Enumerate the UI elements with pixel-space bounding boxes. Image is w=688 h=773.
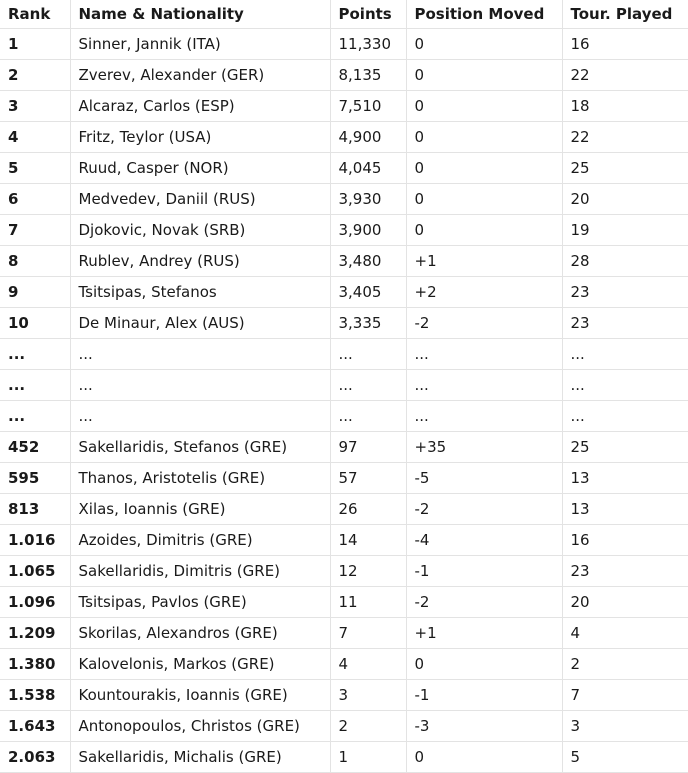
- cell-name: Rublev, Andrey (RUS): [70, 246, 330, 277]
- cell-rank: 3: [0, 91, 70, 122]
- cell-points: 3: [330, 680, 406, 711]
- cell-name: De Minaur, Alex (AUS): [70, 308, 330, 339]
- cell-name: Ruud, Casper (NOR): [70, 153, 330, 184]
- cell-points: 1: [330, 742, 406, 773]
- cell-name: Sinner, Jannik (ITA): [70, 29, 330, 60]
- cell-rank: 4: [0, 122, 70, 153]
- table-row: [0, 432, 688, 463]
- cell-points: 12: [330, 556, 406, 587]
- cell-points: 97: [330, 432, 406, 463]
- cell-tournaments-played: 5: [562, 742, 688, 773]
- cell-name: Tsitsipas, Pavlos (GRE): [70, 587, 330, 618]
- cell-points: 3,335: [330, 308, 406, 339]
- table-row: [0, 308, 688, 339]
- cell-position-moved: -2: [406, 587, 562, 618]
- table-row: [0, 153, 688, 184]
- header-position-moved: Position Moved: [406, 0, 562, 29]
- cell-rank: 2.063: [0, 742, 70, 773]
- table-row: [0, 525, 688, 556]
- cell-name: Fritz, Teylor (USA): [70, 122, 330, 153]
- table-row: [0, 370, 688, 401]
- cell-position-moved: ...: [406, 339, 562, 370]
- cell-rank: 1.016: [0, 525, 70, 556]
- cell-position-moved: 0: [406, 215, 562, 246]
- cell-position-moved: -2: [406, 308, 562, 339]
- cell-rank: 2: [0, 60, 70, 91]
- cell-points: ...: [330, 370, 406, 401]
- cell-name: Azoides, Dimitris (GRE): [70, 525, 330, 556]
- cell-position-moved: 0: [406, 153, 562, 184]
- cell-tournaments-played: 4: [562, 618, 688, 649]
- cell-points: 4,045: [330, 153, 406, 184]
- cell-position-moved: 0: [406, 29, 562, 60]
- cell-name: Alcaraz, Carlos (ESP): [70, 91, 330, 122]
- cell-points: 2: [330, 711, 406, 742]
- cell-points: 8,135: [330, 60, 406, 91]
- cell-rank: 1.538: [0, 680, 70, 711]
- cell-position-moved: -4: [406, 525, 562, 556]
- table-header-row: [0, 0, 688, 29]
- table-row: [0, 680, 688, 711]
- cell-points: 3,930: [330, 184, 406, 215]
- cell-rank: ...: [0, 401, 70, 432]
- cell-name: Kalovelonis, Markos (GRE): [70, 649, 330, 680]
- table-row: [0, 401, 688, 432]
- cell-name: ...: [70, 401, 330, 432]
- cell-tournaments-played: 25: [562, 432, 688, 463]
- cell-rank: 813: [0, 494, 70, 525]
- cell-position-moved: -5: [406, 463, 562, 494]
- header-name-nationality: Name & Nationality: [70, 0, 330, 29]
- cell-tournaments-played: 20: [562, 587, 688, 618]
- cell-tournaments-played: 28: [562, 246, 688, 277]
- cell-position-moved: 0: [406, 742, 562, 773]
- cell-position-moved: 0: [406, 184, 562, 215]
- table-row: [0, 215, 688, 246]
- table-row: [0, 60, 688, 91]
- cell-tournaments-played: 16: [562, 29, 688, 60]
- cell-rank: 6: [0, 184, 70, 215]
- cell-rank: 1: [0, 29, 70, 60]
- table-row: [0, 711, 688, 742]
- cell-points: ...: [330, 339, 406, 370]
- cell-position-moved: 0: [406, 91, 562, 122]
- cell-name: Djokovic, Novak (SRB): [70, 215, 330, 246]
- cell-tournaments-played: 18: [562, 91, 688, 122]
- cell-rank: 452: [0, 432, 70, 463]
- cell-rank: 1.380: [0, 649, 70, 680]
- cell-rank: 9: [0, 277, 70, 308]
- cell-tournaments-played: 13: [562, 494, 688, 525]
- cell-tournaments-played: 22: [562, 60, 688, 91]
- table-row: [0, 742, 688, 773]
- cell-points: 26: [330, 494, 406, 525]
- cell-name: Sakellaridis, Stefanos (GRE): [70, 432, 330, 463]
- table-row: [0, 463, 688, 494]
- cell-tournaments-played: 25: [562, 153, 688, 184]
- table-row: [0, 494, 688, 525]
- cell-position-moved: 0: [406, 122, 562, 153]
- cell-name: Medvedev, Daniil (RUS): [70, 184, 330, 215]
- cell-position-moved: -1: [406, 680, 562, 711]
- table-row: [0, 556, 688, 587]
- cell-points: ...: [330, 401, 406, 432]
- cell-name: Xilas, Ioannis (GRE): [70, 494, 330, 525]
- cell-points: 57: [330, 463, 406, 494]
- cell-position-moved: +1: [406, 618, 562, 649]
- cell-rank: 7: [0, 215, 70, 246]
- cell-tournaments-played: 3: [562, 711, 688, 742]
- header-tournaments-played: Tour. Played: [562, 0, 688, 29]
- cell-tournaments-played: ...: [562, 339, 688, 370]
- cell-rank: ...: [0, 339, 70, 370]
- cell-position-moved: -3: [406, 711, 562, 742]
- cell-name: Thanos, Aristotelis (GRE): [70, 463, 330, 494]
- cell-tournaments-played: 13: [562, 463, 688, 494]
- cell-name: Zverev, Alexander (GER): [70, 60, 330, 91]
- table-row: [0, 246, 688, 277]
- cell-position-moved: +2: [406, 277, 562, 308]
- cell-points: 4,900: [330, 122, 406, 153]
- cell-rank: 1.096: [0, 587, 70, 618]
- cell-points: 7: [330, 618, 406, 649]
- cell-points: 3,900: [330, 215, 406, 246]
- cell-position-moved: -1: [406, 556, 562, 587]
- table-row: [0, 649, 688, 680]
- cell-points: 7,510: [330, 91, 406, 122]
- table-row: [0, 184, 688, 215]
- cell-tournaments-played: ...: [562, 370, 688, 401]
- cell-name: Kountourakis, Ioannis (GRE): [70, 680, 330, 711]
- cell-tournaments-played: 19: [562, 215, 688, 246]
- cell-position-moved: +35: [406, 432, 562, 463]
- cell-rank: 8: [0, 246, 70, 277]
- cell-position-moved: 0: [406, 649, 562, 680]
- table-row: [0, 618, 688, 649]
- cell-name: Sakellaridis, Dimitris (GRE): [70, 556, 330, 587]
- cell-tournaments-played: 7: [562, 680, 688, 711]
- cell-points: 14: [330, 525, 406, 556]
- cell-points: 11,330: [330, 29, 406, 60]
- cell-position-moved: ...: [406, 401, 562, 432]
- cell-name: Tsitsipas, Stefanos: [70, 277, 330, 308]
- cell-position-moved: -2: [406, 494, 562, 525]
- cell-tournaments-played: 23: [562, 308, 688, 339]
- cell-name: ...: [70, 370, 330, 401]
- header-points: Points: [330, 0, 406, 29]
- cell-tournaments-played: 22: [562, 122, 688, 153]
- cell-points: 4: [330, 649, 406, 680]
- cell-position-moved: 0: [406, 60, 562, 91]
- table-row: [0, 587, 688, 618]
- cell-rank: 10: [0, 308, 70, 339]
- cell-tournaments-played: 16: [562, 525, 688, 556]
- cell-points: 11: [330, 587, 406, 618]
- cell-position-moved: ...: [406, 370, 562, 401]
- cell-tournaments-played: 23: [562, 277, 688, 308]
- cell-name: Antonopoulos, Christos (GRE): [70, 711, 330, 742]
- cell-rank: 1.643: [0, 711, 70, 742]
- cell-points: 3,480: [330, 246, 406, 277]
- cell-rank: 1.065: [0, 556, 70, 587]
- cell-position-moved: +1: [406, 246, 562, 277]
- cell-rank: 1.209: [0, 618, 70, 649]
- cell-rank: 5: [0, 153, 70, 184]
- cell-name: Skorilas, Alexandros (GRE): [70, 618, 330, 649]
- cell-tournaments-played: 20: [562, 184, 688, 215]
- cell-name: ...: [70, 339, 330, 370]
- cell-rank: 595: [0, 463, 70, 494]
- cell-tournaments-played: ...: [562, 401, 688, 432]
- table-row: [0, 339, 688, 370]
- table-row: [0, 91, 688, 122]
- table-row: [0, 277, 688, 308]
- table-row: [0, 29, 688, 60]
- cell-tournaments-played: 23: [562, 556, 688, 587]
- header-rank: Rank: [0, 0, 70, 29]
- cell-tournaments-played: 2: [562, 649, 688, 680]
- cell-rank: ...: [0, 370, 70, 401]
- cell-name: Sakellaridis, Michalis (GRE): [70, 742, 330, 773]
- table-body: [0, 29, 688, 773]
- cell-points: 3,405: [330, 277, 406, 308]
- table-row: [0, 122, 688, 153]
